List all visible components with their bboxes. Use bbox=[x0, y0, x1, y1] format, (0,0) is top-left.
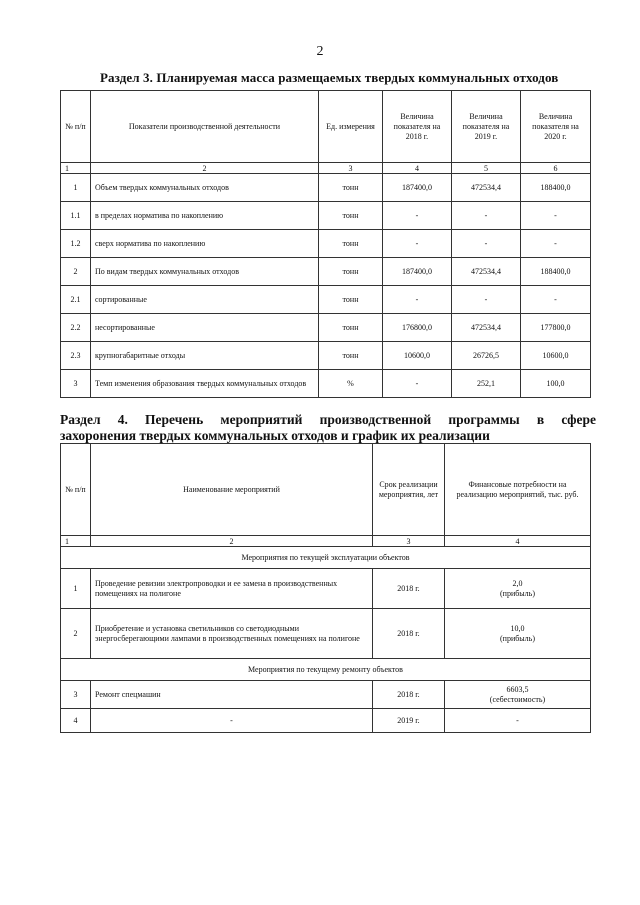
row-number: 1.2 bbox=[61, 230, 91, 258]
row-number: 2 bbox=[61, 258, 91, 286]
table-row bbox=[61, 202, 591, 230]
value-2018: 10600,0 bbox=[383, 342, 452, 370]
row-label: крупногабаритные отходы bbox=[91, 342, 319, 370]
table-row bbox=[61, 342, 591, 370]
section4-title bbox=[60, 412, 596, 444]
measure-term: 2018 г. bbox=[373, 609, 445, 659]
table-row bbox=[61, 258, 591, 286]
value-2018: 187400,0 bbox=[383, 258, 452, 286]
index-cell: 5 bbox=[452, 163, 521, 174]
measure-name: Проведение ревизии электропроводки и ее замена в производственных помещениях на полигоне bbox=[91, 569, 373, 609]
header-cell: Финансовые потребности на реализацию мероприятий, тыс. руб. bbox=[445, 444, 591, 536]
index-cell: 2 bbox=[91, 163, 319, 174]
row-unit: тонн bbox=[319, 174, 383, 202]
table-header-row bbox=[61, 444, 591, 536]
value-2019: 472534,4 bbox=[452, 314, 521, 342]
header-cell: Наименование мероприятий bbox=[91, 444, 373, 536]
finance-source: (прибыль) bbox=[500, 588, 535, 598]
finance-source: (прибыль) bbox=[500, 633, 535, 643]
row-number: 1 bbox=[61, 174, 91, 202]
table-row bbox=[61, 569, 591, 609]
header-cell: Величина показателя на 2020 г. bbox=[521, 91, 591, 163]
measure-name: Приобретение и установка светильников со светодиодными энергосберегающими лампами в производственных помещениях на полигоне bbox=[91, 609, 373, 659]
table-header-row bbox=[61, 91, 591, 163]
measure-name: - bbox=[91, 709, 373, 733]
measure-term: 2018 г. bbox=[373, 569, 445, 609]
finance-value: 10,0 bbox=[510, 623, 525, 633]
table-row bbox=[61, 286, 591, 314]
group-row bbox=[61, 547, 591, 569]
page-number: 2 bbox=[316, 44, 324, 59]
section4-title-line1: Раздел 4. Перечень мероприятий производственной программы в сфере bbox=[60, 412, 596, 427]
index-row bbox=[61, 536, 591, 547]
measure-name: Ремонт спецмашин bbox=[91, 681, 373, 709]
row-number: 1 bbox=[61, 569, 91, 609]
value-2020: - bbox=[521, 286, 591, 314]
index-cell: 4 bbox=[445, 536, 591, 547]
row-unit: тонн bbox=[319, 342, 383, 370]
value-2020: 10600,0 bbox=[521, 342, 591, 370]
value-2018: - bbox=[383, 230, 452, 258]
index-cell: 3 bbox=[319, 163, 383, 174]
row-unit: % bbox=[319, 370, 383, 398]
row-number: 2.2 bbox=[61, 314, 91, 342]
value-2018: 187400,0 bbox=[383, 174, 452, 202]
row-label: Объем твердых коммунальных отходов bbox=[91, 174, 319, 202]
table-row bbox=[61, 174, 591, 202]
value-2019: 472534,4 bbox=[452, 258, 521, 286]
value-2020: 100,0 bbox=[521, 370, 591, 398]
group-title: Мероприятия по текущей эксплуатации объектов bbox=[61, 547, 591, 569]
table-row bbox=[61, 681, 591, 709]
header-cell: Величина показателя на 2018 г. bbox=[383, 91, 452, 163]
index-cell: 2 bbox=[91, 536, 373, 547]
row-label: Темп изменения образования твердых коммунальных отходов bbox=[91, 370, 319, 398]
value-2019: 26726,5 bbox=[452, 342, 521, 370]
section4-table bbox=[60, 443, 591, 733]
row-label: сортированные bbox=[91, 286, 319, 314]
value-2020: - bbox=[521, 202, 591, 230]
row-number: 1.1 bbox=[61, 202, 91, 230]
index-cell: 1 bbox=[61, 163, 91, 174]
row-number: 2.3 bbox=[61, 342, 91, 370]
row-number: 2.1 bbox=[61, 286, 91, 314]
row-number: 3 bbox=[61, 681, 91, 709]
row-number: 2 bbox=[61, 609, 91, 659]
section4-title-line2: захоронения твердых коммунальных отходов и график их реализации bbox=[60, 428, 490, 443]
measure-finance bbox=[445, 681, 591, 709]
table-row bbox=[61, 609, 591, 659]
header-cell: № п/п bbox=[61, 91, 91, 163]
table-row bbox=[61, 230, 591, 258]
finance-value: 2,0 bbox=[512, 578, 523, 588]
row-number: 3 bbox=[61, 370, 91, 398]
measure-finance: - bbox=[445, 709, 591, 733]
finance-value: 6603,5 bbox=[506, 684, 529, 694]
value-2018: - bbox=[383, 202, 452, 230]
row-unit: тонн bbox=[319, 202, 383, 230]
value-2019: - bbox=[452, 286, 521, 314]
measure-term: 2018 г. bbox=[373, 681, 445, 709]
header-cell: Показатели производственной деятельности bbox=[91, 91, 319, 163]
value-2019: 472534,4 bbox=[452, 174, 521, 202]
row-unit: тонн bbox=[319, 314, 383, 342]
value-2018: - bbox=[383, 286, 452, 314]
measure-term: 2019 г. bbox=[373, 709, 445, 733]
value-2019: - bbox=[452, 202, 521, 230]
value-2019: - bbox=[452, 230, 521, 258]
index-cell: 6 bbox=[521, 163, 591, 174]
finance-source: (себестоимость) bbox=[489, 694, 546, 704]
index-cell: 3 bbox=[373, 536, 445, 547]
row-unit: тонн bbox=[319, 286, 383, 314]
value-2018: 176800,0 bbox=[383, 314, 452, 342]
row-unit: тонн bbox=[319, 258, 383, 286]
header-cell: Ед. измерения bbox=[319, 91, 383, 163]
header-cell: Величина показателя на 2019 г. bbox=[452, 91, 521, 163]
row-number: 4 bbox=[61, 709, 91, 733]
measure-finance bbox=[445, 569, 591, 609]
row-label: в пределах норматива по накоплению bbox=[91, 202, 319, 230]
value-2020: 177800,0 bbox=[521, 314, 591, 342]
value-2020: 188400,0 bbox=[521, 174, 591, 202]
group-title: Мероприятия по текущему ремонту объектов bbox=[61, 659, 591, 681]
index-cell: 1 bbox=[61, 536, 91, 547]
index-cell: 4 bbox=[383, 163, 452, 174]
section3-table bbox=[60, 90, 591, 398]
table-row bbox=[61, 709, 591, 733]
group-row bbox=[61, 659, 591, 681]
table-row bbox=[61, 370, 591, 398]
index-row bbox=[61, 163, 591, 174]
header-cell: № п/п bbox=[61, 444, 91, 536]
row-label: несортированные bbox=[91, 314, 319, 342]
measure-finance bbox=[445, 609, 591, 659]
table-row bbox=[61, 314, 591, 342]
row-label: По видам твердых коммунальных отходов bbox=[91, 258, 319, 286]
header-cell: Срок реализации мероприятия, лет bbox=[373, 444, 445, 536]
row-label: сверх норматива по накоплению bbox=[91, 230, 319, 258]
section3-title: Раздел 3. Планируемая масса размещаемых твердых коммунальных отходов bbox=[100, 70, 559, 85]
value-2020: 188400,0 bbox=[521, 258, 591, 286]
row-unit: тонн bbox=[319, 230, 383, 258]
value-2018: - bbox=[383, 370, 452, 398]
value-2020: - bbox=[521, 230, 591, 258]
value-2019: 252,1 bbox=[452, 370, 521, 398]
